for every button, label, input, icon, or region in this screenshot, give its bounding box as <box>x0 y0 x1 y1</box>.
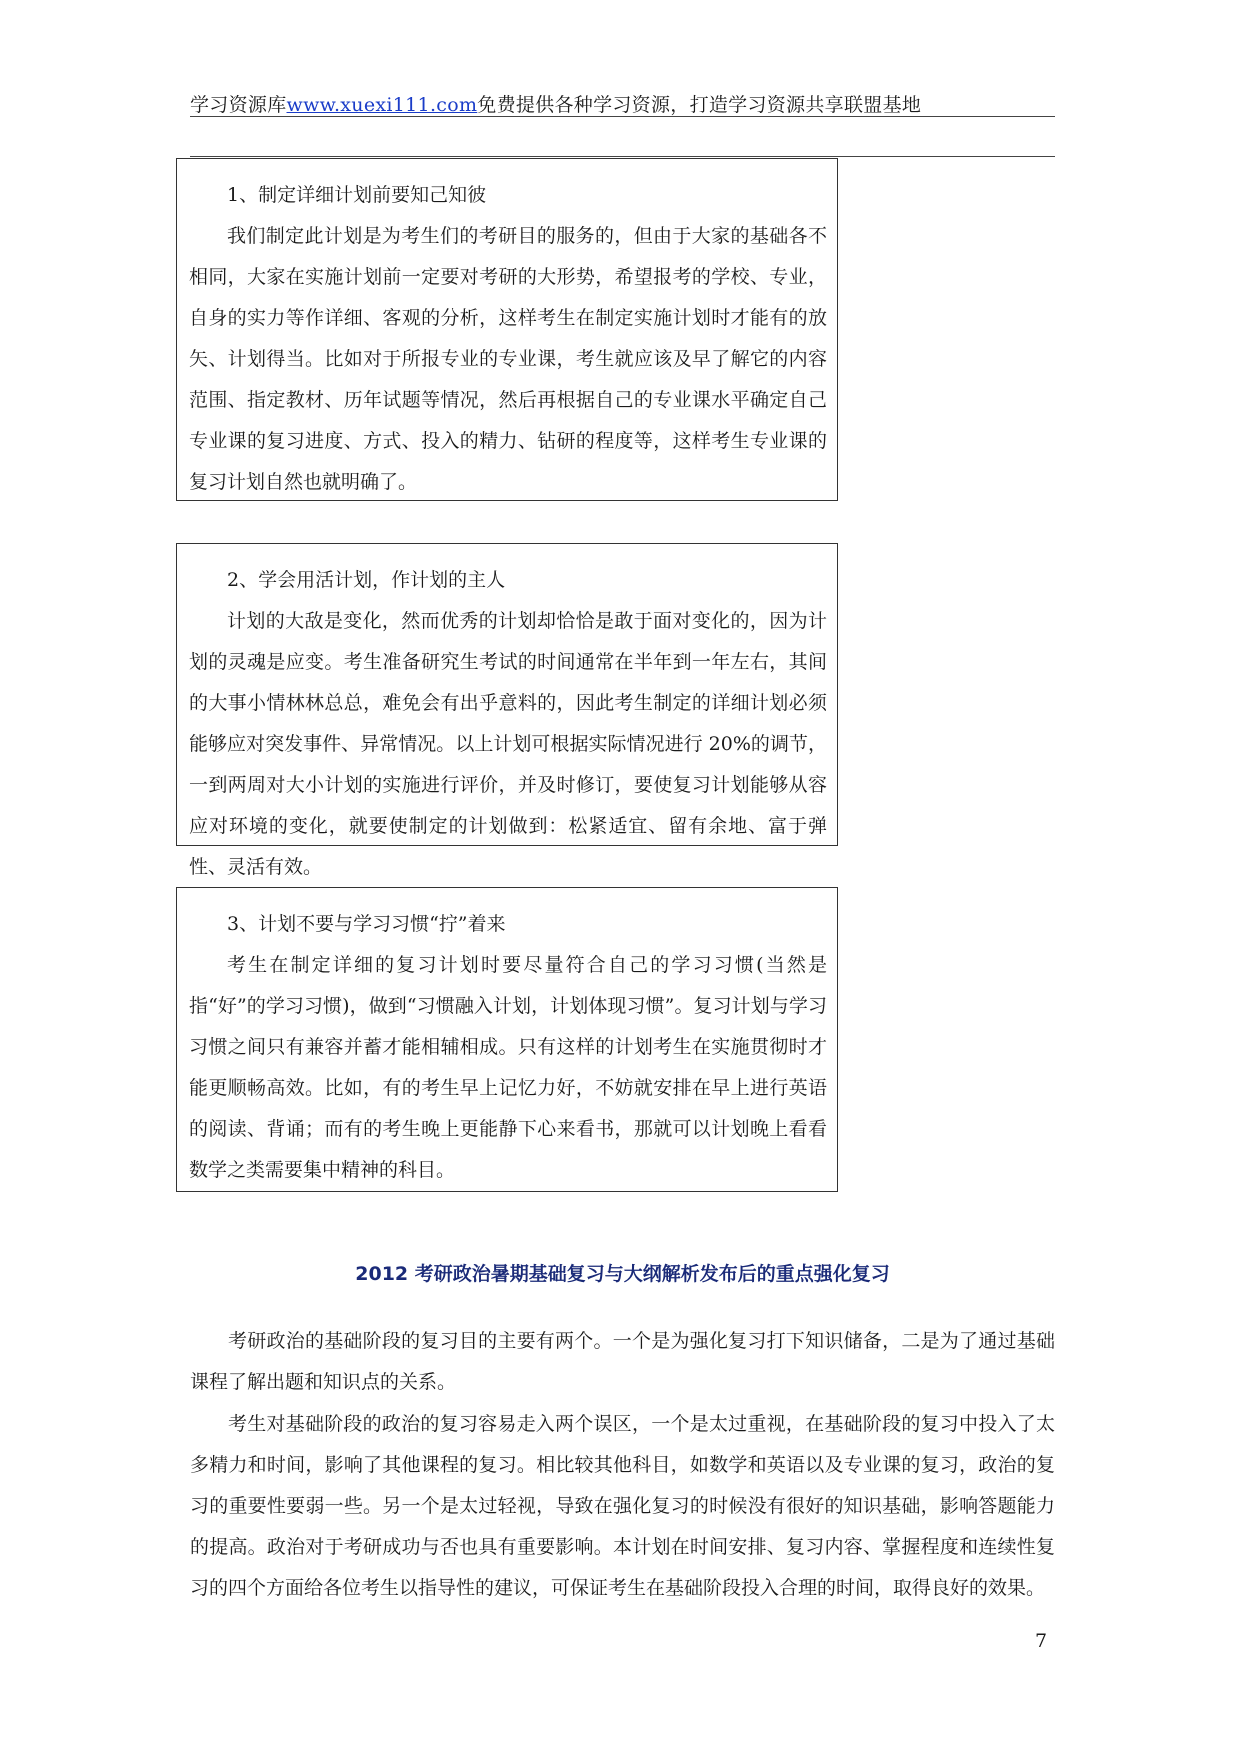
header-suffix: 免费提供各种学习资源，打造学习资源共享联盟基地 <box>477 94 922 116</box>
body-paragraph: 考生对基础阶段的政治的复习容易走入两个误区，一个是太过重视，在基础阶段的复习中投入了太多精力和时间，影响了其他课程的复习。相比较其他科目，如数学和英语以及专业课的复习，政治的复习的重要性要弱一些。另一个是太过轻视，导致在强化复习的时候没有很好的知识基础，影响答题能力的提高。政治对于考研成功与否也具有重要影响。本计划在时间安排、复习内容、掌握程度和连续性复习的四个方面给各位考生以指导性的建议，可保证考生在基础阶段投入合理的时间，取得良好的效果。 <box>190 1413 1055 1599</box>
tip-box-title: 1、制定详细计划前要知己知彼 <box>227 184 487 206</box>
tip-box-title: 2、学会用活计划，作计划的主人 <box>227 569 506 591</box>
body-paragraph: 考研政治的基础阶段的复习目的主要有两个。一个是为强化复习打下知识储备，二是为了通过基础课程了解出题和知识点的关系。 <box>190 1330 1055 1393</box>
tip-box-2 <box>176 543 838 878</box>
header-rule-secondary <box>190 156 1055 157</box>
header-prefix: 学习资源库 <box>190 94 287 116</box>
header-text <box>190 90 921 117</box>
tip-box-body: 我们制定此计划是为考生们的考研目的服务的，但由于大家的基础各不相同，大家在实施计划前一定要对考研的大形势，希望报考的学校、专业，自身的实力等作详细、客观的分析，这样考生在制定实施计划时才能有的放矢、计划得当。比如对于所报专业的专业课，考生就应该及早了解它的内容范围、指定教材、历年试题等情况，然后再根据自己的专业课水平确定自己专业课的复习进度、方式、投入的精力、钻研的程度等，这样考生专业课的复习计划自然也就明确了。 <box>189 225 827 493</box>
page-header <box>190 84 1055 120</box>
header-rule <box>190 116 1055 117</box>
tip-box-3 <box>176 887 838 1192</box>
section-title: 2012 考研政治暑期基础复习与大纲解析发布后的重点强化复习 <box>355 1263 890 1285</box>
tip-box-title: 3、计划不要与学习习惯“拧”着来 <box>227 913 506 935</box>
tip-box-body: 考生在制定详细的复习计划时要尽量符合自己的学习习惯(当然是指“好”的学习习惯)，做到“习惯融入计划，计划体现习惯”。复习计划与学习习惯之间只有兼容并蓄才能相辅相成。只有这样的计划考生在实施贯彻时才能更顺畅高效。比如，有的考生早上记忆力好，不妨就安排在早上进行英语的阅读、背诵；而有的考生晚上更能静下心来看书，那就可以计划晚上看看数学之类需要集中精神的科目。 <box>189 954 827 1181</box>
page-number: 7 <box>1035 1630 1048 1652</box>
tip-box-body: 计划的大敌是变化，然而优秀的计划却恰恰是敢于面对变化的，因为计划的灵魂是应变。考生准备研究生考试的时间通常在半年到一年左右，其间的大事小情林林总总，难免会有出乎意料的，因此考生制定的详细计划必须能够应对突发事件、异常情况。以上计划可根据实际情况进行 20%的调节，一到两周对大小计划的实施进行评价，并及时修订，要使复习计划能够从容应对环境的变化，就要使制定的计划做到：松紧适宜、留有余地、富于弹性、灵活有效。 <box>189 610 827 878</box>
header-link[interactable]: www.xuexi111.com <box>286 94 478 116</box>
tip-box-1 <box>176 158 838 501</box>
